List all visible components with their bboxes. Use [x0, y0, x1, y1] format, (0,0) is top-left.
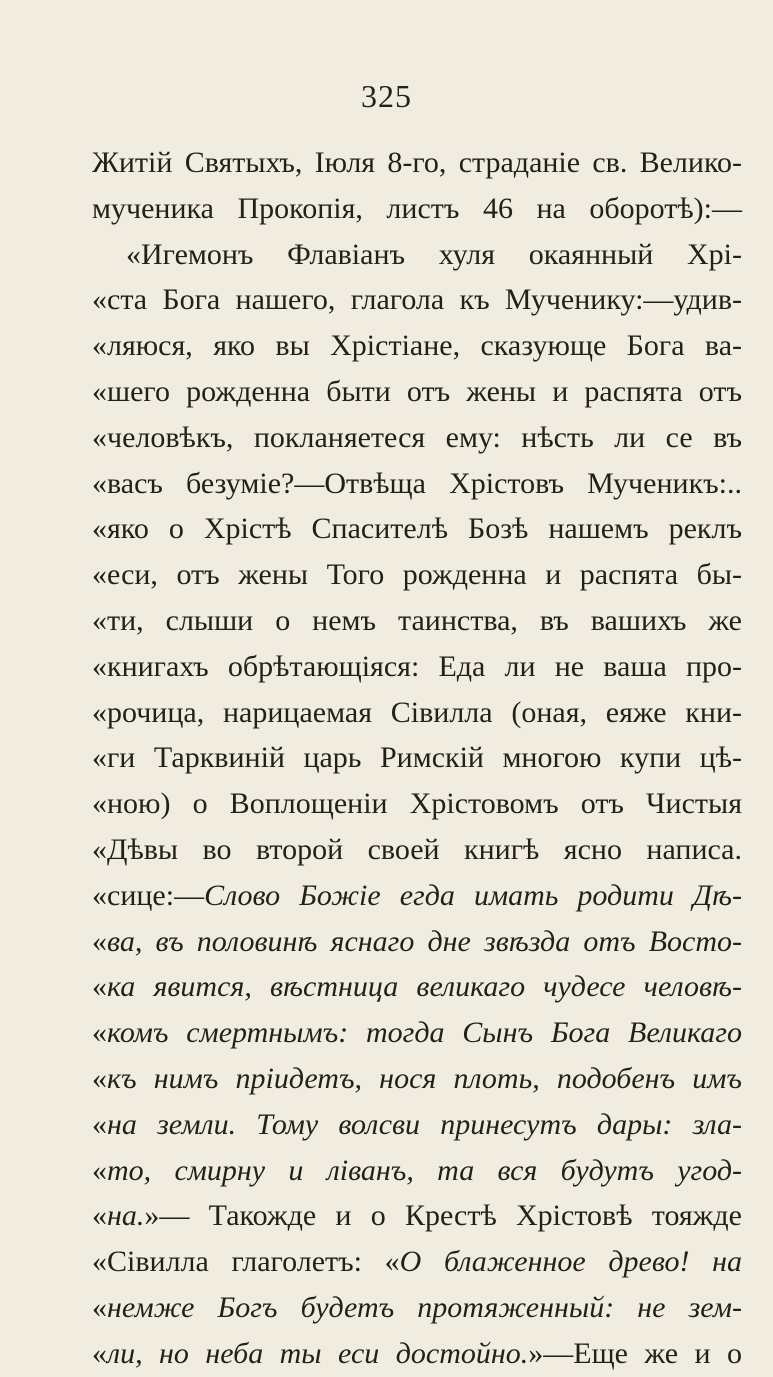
text-line	[92, 735, 742, 781]
text-segment: «ною) о Воплощеніи Хрістовомъ отъ Чистыя	[92, 787, 742, 821]
italic-quote-segment: немже Богъ будетъ протяженный: не зем-	[107, 1290, 742, 1324]
text-segment: «сице:—	[92, 878, 205, 912]
text-segment: «ляюся, яко вы Хрістіане, сказующе Бога ва-	[92, 329, 742, 363]
text-segment: «	[92, 1290, 107, 1324]
text-segment: «ги Тарквиній царь Римскій многою купи цѣ-	[92, 741, 742, 775]
italic-quote-segment: къ нимъ пріидетъ, нося плоть, подобенъ имъ	[107, 1061, 742, 1095]
text-segment: «ста Бога нашего, глагола къ Мученику:—удив-	[92, 283, 742, 317]
text-segment: «человѣкъ, покланяетеся ему: нѣсть ли се въ	[92, 420, 742, 454]
text-line	[92, 964, 742, 1010]
text-segment: «	[92, 1336, 107, 1370]
text-segment: «	[92, 1199, 107, 1233]
italic-quote-segment: ва, въ половинѣ яснаго дне звѣзда отъ Восто-	[107, 924, 742, 958]
text-segment: «шего рожденна быти отъ жены и распята отъ	[92, 374, 742, 408]
text-line	[92, 277, 742, 323]
text-segment: «ти, слыши о немъ таинства, въ вашихъ же	[92, 603, 742, 637]
text-line	[92, 506, 742, 552]
text-segment: «	[92, 1016, 107, 1050]
text-segment: «еси, отъ жены Того рожденна и распята бы-	[92, 558, 742, 592]
text-line	[92, 415, 742, 461]
text-line	[92, 1010, 742, 1056]
text-line	[92, 919, 742, 965]
text-segment: «	[92, 1107, 107, 1141]
italic-quote-segment: на земли. Тому волсви принесутъ дары: зла-	[107, 1107, 742, 1141]
italic-quote-segment: комъ смертнымъ: тогда Сынъ Бога Великаго	[107, 1016, 742, 1050]
text-line	[92, 1285, 742, 1331]
text-line	[92, 1331, 742, 1377]
text-line	[92, 232, 742, 278]
text-segment: «Сівилла глаголетъ: «	[92, 1245, 400, 1279]
text-line	[92, 1102, 742, 1148]
text-segment: »—Еще же и о	[528, 1336, 742, 1370]
text-segment: »— Такожде и о Крестѣ Хрістовѣ тояжде	[144, 1199, 742, 1233]
text-line	[92, 186, 742, 232]
text-segment: «Игемонъ Флавіанъ хуля окаянный Хрі-	[126, 237, 742, 271]
text-segment: «книгахъ обрѣтающіяся: Еда ли не ваша про-	[92, 649, 742, 683]
text-line	[92, 644, 742, 690]
text-line	[92, 323, 742, 369]
text-line	[92, 1239, 742, 1285]
text-line	[92, 461, 742, 507]
text-segment: «	[92, 970, 107, 1004]
text-line	[92, 552, 742, 598]
text-segment: «Дѣвы во второй своей книгѣ ясно написа.	[92, 832, 742, 866]
text-line	[92, 140, 742, 186]
italic-quote-segment: О блаженное древо! на	[399, 1245, 742, 1279]
italic-quote-segment: на.	[107, 1199, 145, 1233]
page-number: 325	[361, 78, 412, 114]
text-line	[92, 369, 742, 415]
text-segment: «	[92, 1153, 107, 1187]
text-line	[92, 873, 742, 919]
text-line	[92, 1193, 742, 1239]
italic-quote-segment: то, смирну и ліванъ, та вся будутъ угод-	[107, 1153, 742, 1187]
text-segment: мученика Прокопія, листъ 46 на оборотѣ):—	[92, 191, 742, 225]
italic-quote-segment: ка явится, вѣстница великаго чудесе человѣ-	[107, 970, 742, 1004]
text-segment: «васъ безуміе?—Отвѣща Хрістовъ Мученикъ:..	[92, 466, 742, 500]
text-line	[92, 690, 742, 736]
text-segment: «рочица, нарицаемая Сівилла (оная, еяже кни-	[92, 695, 742, 729]
text-segment: Житій Святыхъ, Іюля 8-го, страданіе св. Велико-	[92, 146, 742, 179]
italic-quote-segment: ли, но неба ты еси достойно.	[107, 1336, 529, 1370]
text-segment: «	[92, 1061, 107, 1095]
italic-quote-segment: Слово Божіе егда имать родити Дѣ-	[204, 878, 742, 912]
text-block	[92, 140, 742, 1377]
text-line	[92, 1148, 742, 1194]
text-line	[92, 1056, 742, 1102]
text-segment: «яко о Хрістѣ Спасителѣ Бозѣ нашемъ реклъ	[92, 512, 742, 546]
text-line	[92, 781, 742, 827]
text-line	[92, 827, 742, 873]
text-segment: «	[92, 924, 107, 958]
text-line	[92, 598, 742, 644]
